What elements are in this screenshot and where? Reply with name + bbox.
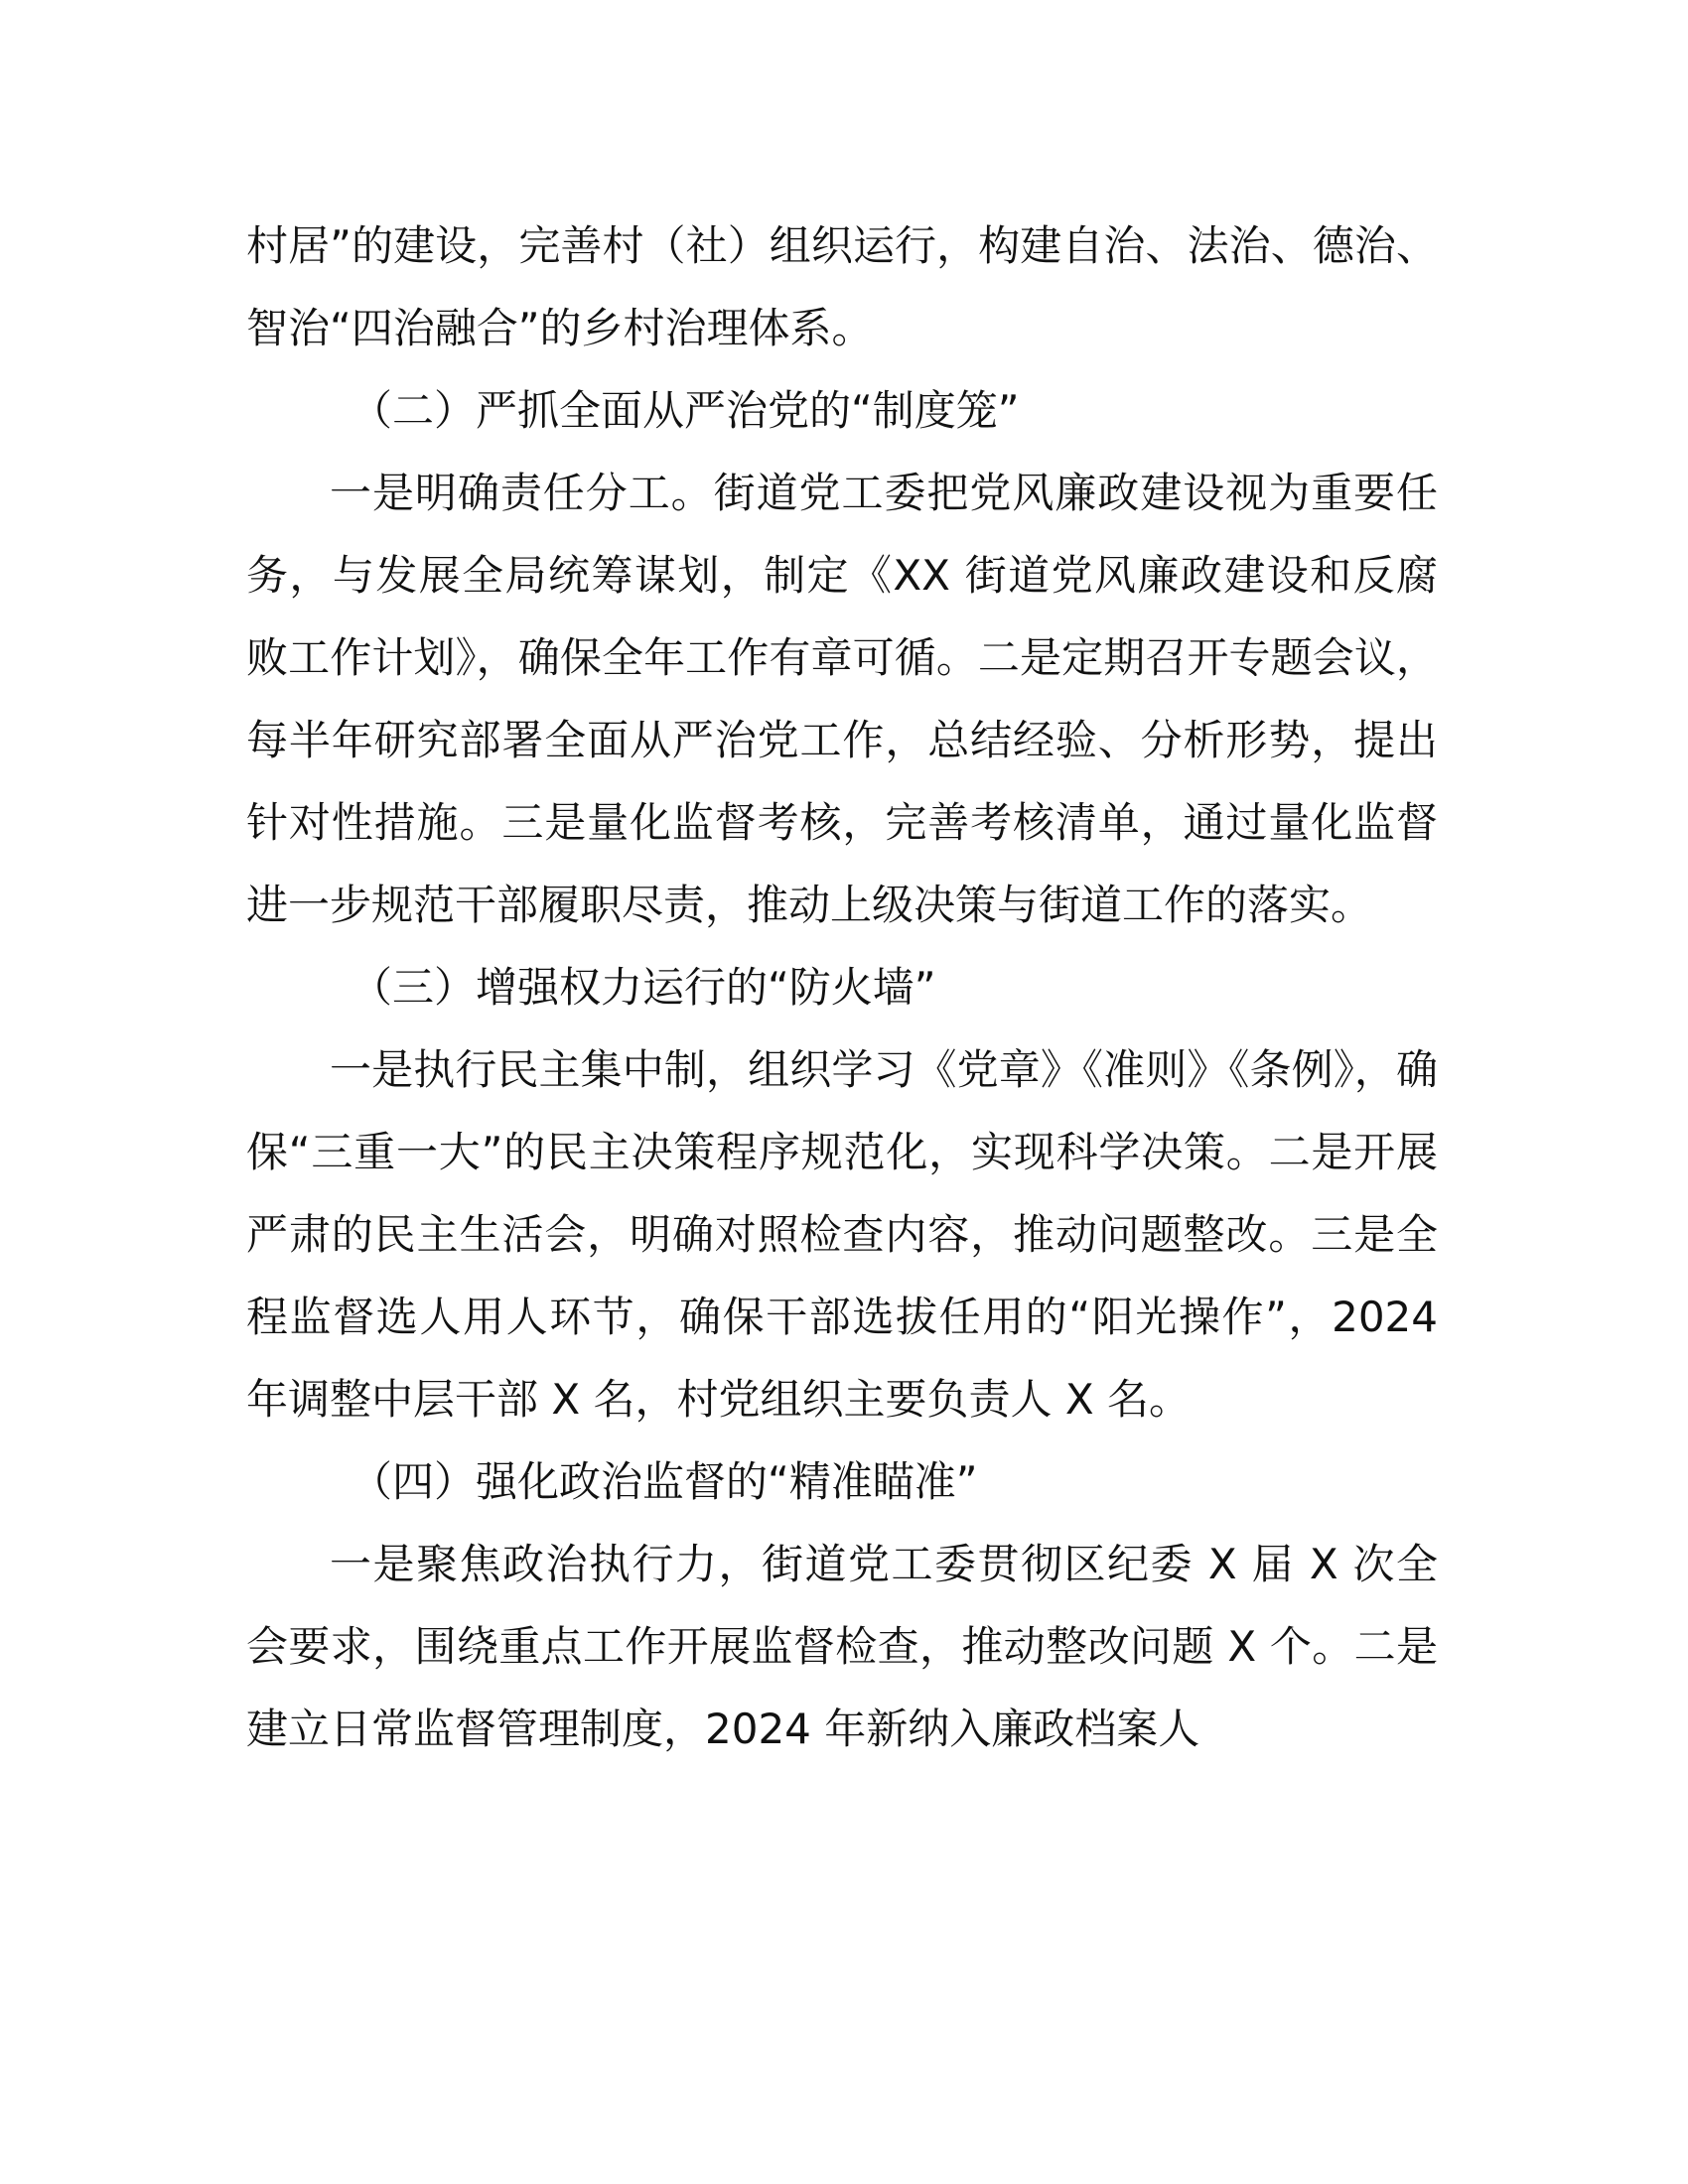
section-heading-3: （三）增强权力运行的“防火墙” xyxy=(351,963,936,1012)
paragraph-section-3: 一是执行民主集中制，组织学习《党章》《准则》《条例》，确保“三重一大”的民主决策程序规范化，实现科学决策。二是开展严肃的民主生活会，明确对照检查内容，推动问题整改。三是全程监督选人用人环节，确保干部选拔任用的“阳光操作”，2024 年调整中层干部 X 名，村党组织主要负责人 X 名。 xyxy=(246,1045,1438,1424)
section-heading-2: （二）严抓全面从严治党的“制度笼” xyxy=(351,386,1020,435)
paragraph-continuation: 村居”的建设，完善村（社）组织运行，构建自治、法治、德治、智治“四治融合”的乡村治理体系。 xyxy=(246,221,1438,352)
paragraph-section-4: 一是聚焦政治执行力，街道党工委贯彻区纪委 X 届 X 次全会要求，围绕重点工作开展监督检查，推动整改问题 X 个。二是建立日常监督管理制度，2024 年新纳入廉政档案人 xyxy=(246,1540,1438,1753)
paragraph-section-2: 一是明确责任分工。街道党工委把党风廉政建设视为重要任务，与发展全局统筹谋划，制定《XX 街道党风廉政建设和反腐败工作计划》，确保全年工作有章可循。二是定期召开专题会议，每半年研究部署全面从严治党工作，总结经验、分析形势，提出针对性措施。三是量化监督考核，完善考核清单，通过量化监督进一步规范干部履职尽责，推动上级决策与街道工作的落实。 xyxy=(246,469,1438,929)
document-body xyxy=(246,205,1438,1770)
section-heading-4: （四）强化政治监督的“精准瞄准” xyxy=(351,1457,978,1506)
